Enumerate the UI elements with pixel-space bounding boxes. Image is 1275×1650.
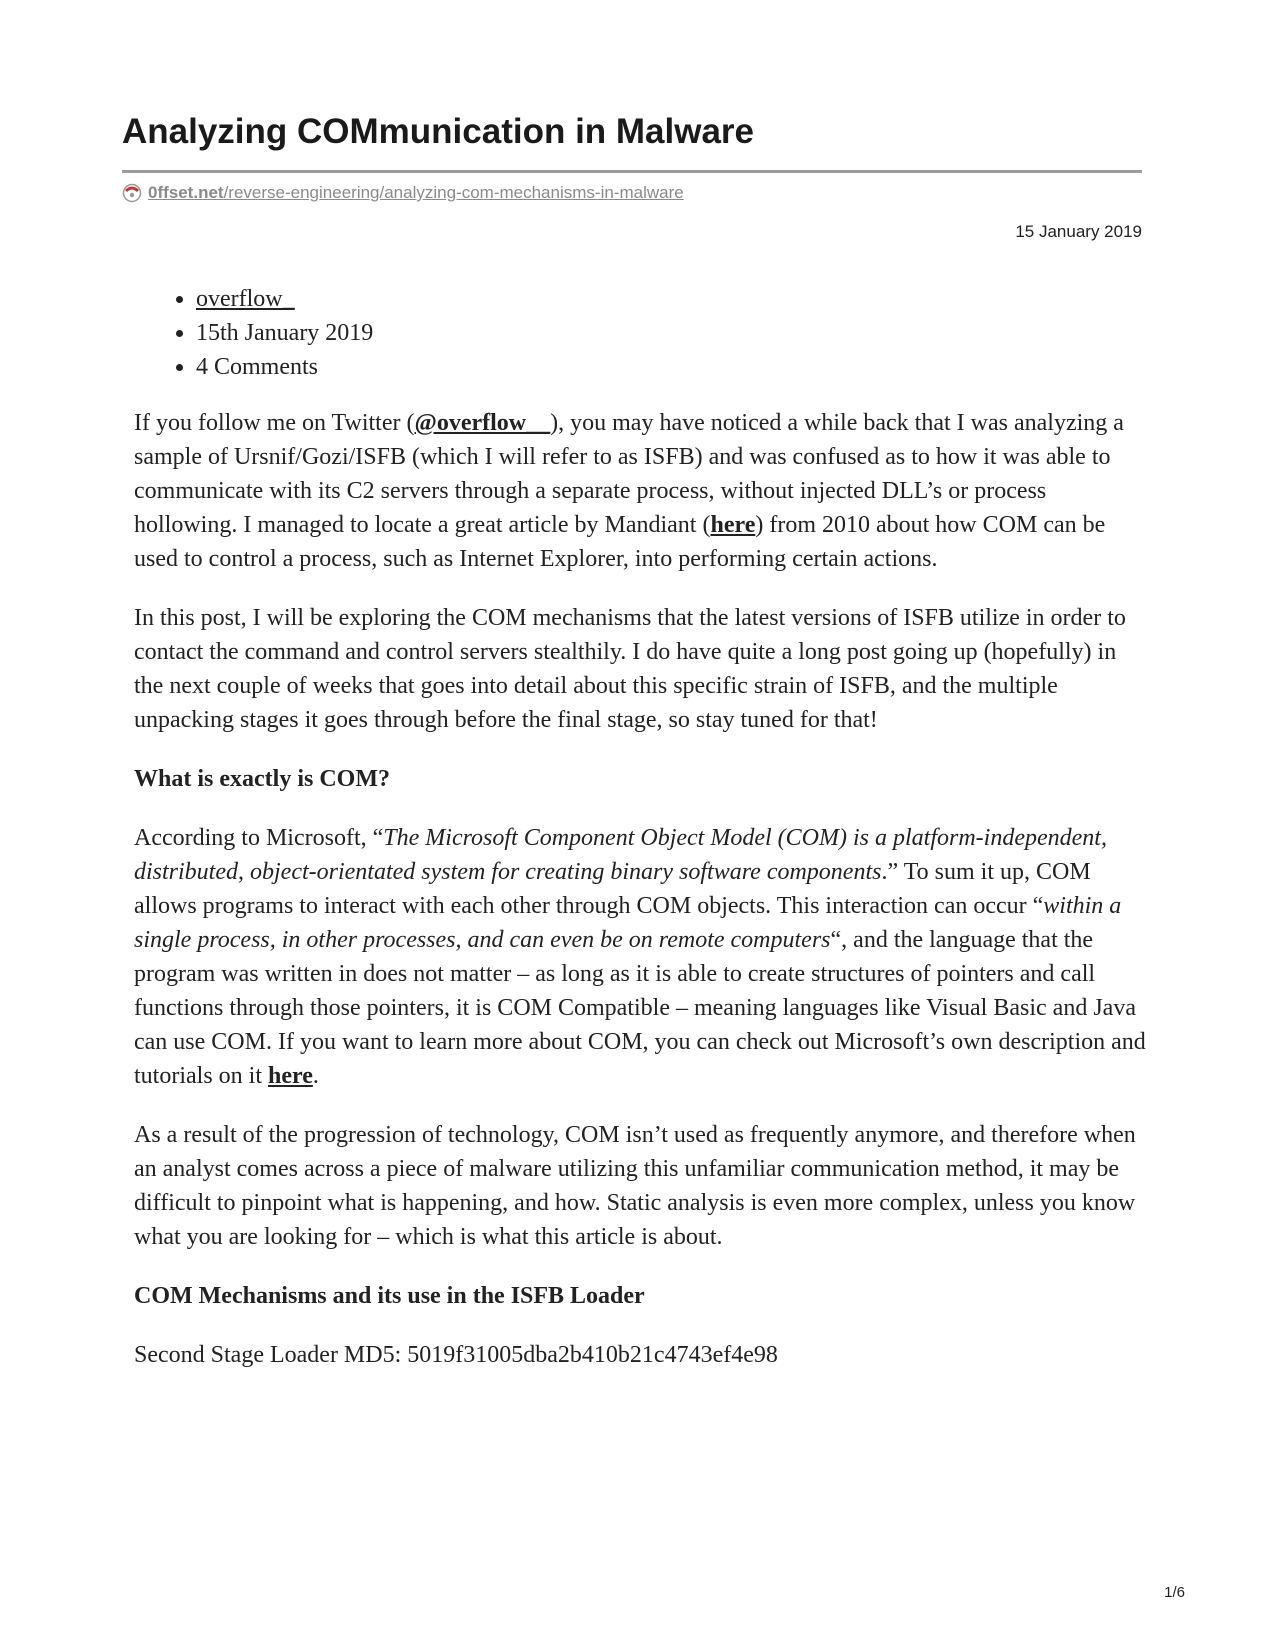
com-definition-paragraph <box>134 821 1146 1093</box>
text-span: If you follow me on Twitter ( <box>134 410 415 436</box>
source-link[interactable] <box>148 183 684 203</box>
intro-paragraph <box>134 406 1146 576</box>
site-favicon-icon <box>122 183 142 203</box>
article-body <box>134 406 1146 1397</box>
text-span: According to Microsoft, “ <box>134 825 384 851</box>
microsoft-quote: The Microsoft Component Object Model (COM) is a platform-independent, distributed, object-orientated system for creating binary software components <box>134 825 1107 885</box>
title-divider <box>122 170 1142 173</box>
mandiant-here-link[interactable]: here <box>710 512 756 538</box>
microsoft-here-link[interactable]: here <box>268 1063 313 1089</box>
text-span: ), you may have noticed a while back that I was analyzing a sample of Ursnif/Gozi/ISFB (which I will refer to as ISFB) and was confused as to how it was able to communicate with its C2 servers through a separate process, without injected DLL’s or process hollowing. I managed to locate a great article by Mandiant ( <box>134 410 1124 538</box>
interaction-quote: within a single process, in other processes, and can even be on remote computers <box>134 893 1122 953</box>
meta-date: • 15th January 2019 <box>196 316 373 350</box>
twitter-link[interactable]: @overflow__ <box>414 410 551 436</box>
text-span: . <box>312 1063 319 1089</box>
page-number: 1/6 <box>1164 1584 1185 1601</box>
source-url <box>122 183 684 203</box>
print-date: 15 January 2019 <box>1015 222 1142 241</box>
text-span: “, and the language that the program was written in does not matter – as long as it is able to create structures of pointers and call functions through those pointers, it is COM Compatible – meaning languages like Visual Basic and Java can use COM. If you want to learn more about COM, you can check out Microsoft’s own description and tutorials on it <box>134 927 1146 1089</box>
source-domain: 0ffset.net <box>148 183 224 202</box>
section-heading-what-is-com: What is exactly is COM? <box>134 766 390 792</box>
com-usage-paragraph: As a result of the progression of technology, COM isn’t used as frequently anymore, and therefore when an analyst comes across a piece of malware utilizing this unfamiliar communication method, it may be difficult to pinpoint what is happening, and how. Static analysis is even more complex, unless you know what you are looking for – which is what this article is about. <box>134 1122 1136 1250</box>
text-span: .” To sum it up, COM allows programs to interact with each other through COM objects. This interaction can occur “ <box>134 859 1091 919</box>
text-span: ) from 2010 about how COM can be used to control a process, such as Internet Explorer, into performing certain actions. <box>134 512 1106 572</box>
post-overview-paragraph: In this post, I will be exploring the COM mechanisms that the latest versions of ISFB utilize in order to contact the command and control servers stealthily. I do have quite a long post going up (hopefully) in the next couple of weeks that goes into detail about this specific strain of ISFB, and the multiple unpacking stages it goes through before the final stage, so stay tuned for that! <box>134 605 1126 733</box>
post-meta-list <box>165 282 373 384</box>
meta-comments: • 4 Comments <box>196 350 373 384</box>
loader-md5-paragraph: Second Stage Loader MD5: 5019f31005dba2b410b21c4743ef4e98 <box>134 1342 778 1368</box>
page-title: Analyzing COMmunication in Malware <box>122 112 755 151</box>
author-link[interactable]: overflow_ <box>196 286 295 312</box>
section-heading-com-mechanisms: COM Mechanisms and its use in the ISFB Loader <box>134 1283 645 1309</box>
meta-author <box>196 282 373 316</box>
source-path: /reverse-engineering/analyzing-com-mechanisms-in-malware <box>223 183 684 202</box>
